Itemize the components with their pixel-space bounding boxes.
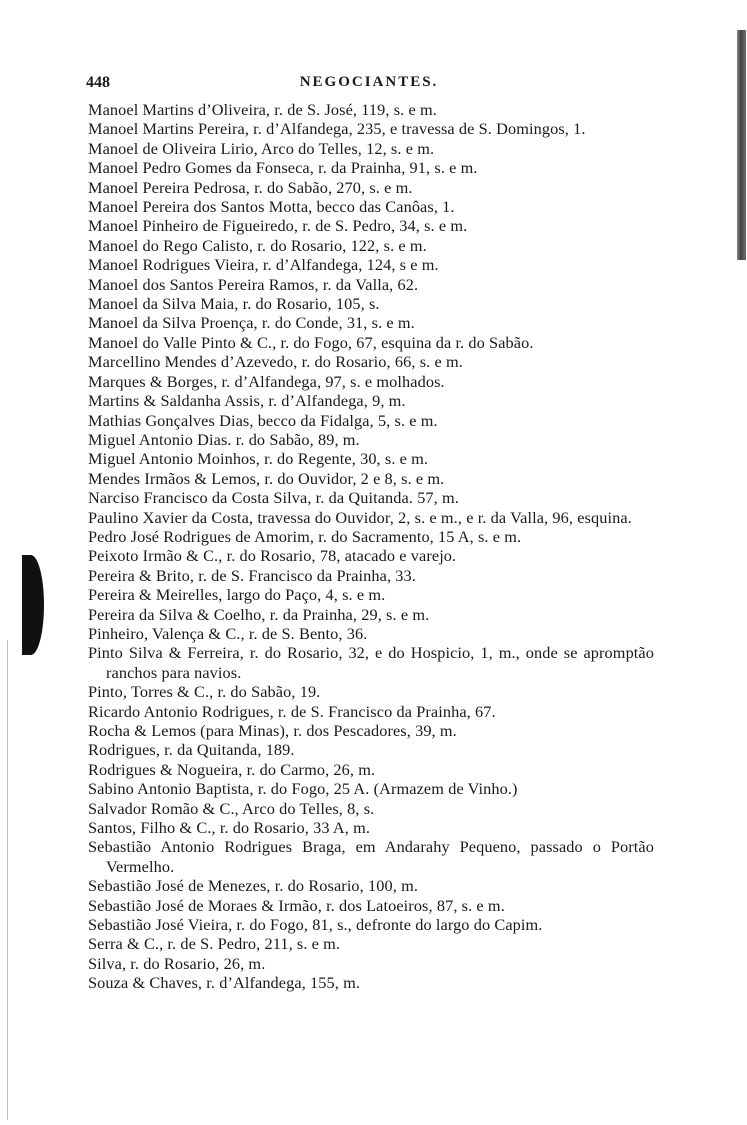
directory-entry: Sebastião José de Moraes & Irmão, r. dos Latoeiros, 87, s. e m. xyxy=(88,895,505,915)
directory-entry: Pinto, Torres & C., r. do Sabão, 19. xyxy=(88,682,321,702)
directory-entry: Pinheiro, Valença & C., r. de S. Bento, 36. xyxy=(88,623,368,643)
directory-entry: Marques & Borges, r. d’Alfandega, 97, s. e molhados. xyxy=(88,371,445,391)
page-edge-shadow xyxy=(737,30,746,260)
directory-entry: Santos, Filho & C., r. do Rosario, 33 A, m. xyxy=(88,818,371,838)
directory-entry: Serra & C., r. de S. Pedro, 211, s. e m. xyxy=(88,934,341,954)
directory-entry: Sebastião José Vieira, r. do Fogo, 81, s., defronte do largo do Capim. xyxy=(88,915,543,935)
directory-entry: Rodrigues & Nogueira, r. do Carmo, 26, m. xyxy=(88,759,376,779)
directory-entry: Manoel Pedro Gomes da Fonseca, r. da Prainha, 91, s. e m. xyxy=(88,158,478,178)
directory-entry: Manoel Pereira dos Santos Motta, becco das Canôas, 1. xyxy=(88,197,455,217)
directory-entry: Pereira & Meirelles, largo do Paço, 4, s. e m. xyxy=(88,585,386,605)
directory-entry: Manoel de Oliveira Lirio, Arco do Telles, 12, s. e m. xyxy=(88,138,435,158)
directory-entry: Manoel da Silva Proença, r. do Conde, 31, s. e m. xyxy=(88,313,415,333)
directory-entry: Pinto Silva & Ferreira, r. do Rosario, 32, e do Hospicio, 1, m., onde se apromptão ranchos para navios. xyxy=(88,643,654,682)
directory-entry: Miguel Antonio Moinhos, r. do Regente, 30, s. e m. xyxy=(88,449,429,469)
directory-entry: Sabino Antonio Baptista, r. do Fogo, 25 A. (Armazem de Vinho.) xyxy=(88,779,518,799)
directory-entry: Ricardo Antonio Rodrigues, r. de S. Francisco da Prainha, 67. xyxy=(88,701,496,721)
directory-entry: Narciso Francisco da Costa Silva, r. da Quitanda. 57, m. xyxy=(88,488,459,508)
directory-entry: Manoel dos Santos Pereira Ramos, r. da Valla, 62. xyxy=(88,274,419,294)
directory-entry: Pereira da Silva & Coelho, r. da Prainha, 29, s. e m. xyxy=(88,604,430,624)
directory-entry: Martins & Saldanha Assis, r. d’Alfandega, 9, m. xyxy=(88,391,406,411)
directory-entry: Marcellino Mendes d’Azevedo, r. do Rosario, 66, s. e m. xyxy=(88,352,463,372)
directory-entry: Paulino Xavier da Costa, travessa do Ouvidor, 2, s. e m., e r. da Valla, 96, esquina. xyxy=(88,507,632,527)
directory-entry: Peixoto Irmão & C., r. do Rosario, 78, atacado e varejo. xyxy=(88,546,457,566)
directory-entry: Rodrigues, r. da Quitanda, 189. xyxy=(88,740,295,760)
directory-entry: Mendes Irmãos & Lemos, r. do Ouvidor, 2 e 8, s. e m. xyxy=(88,468,445,488)
directory-entry: Manoel Martins Pereira, r. d’Alfandega, 235, e travessa de S. Domingos, 1. xyxy=(88,119,586,139)
directory-entry: Pedro José Rodrigues de Amorim, r. do Sacramento, 15 A, s. e m. xyxy=(88,526,522,546)
directory-entry: Sebastião Antonio Rodrigues Braga, em Andarahy Pequeno, passado o Portão Vermelho. xyxy=(88,837,654,876)
directory-entry: Manoel Rodrigues Vieira, r. d’Alfandega, 124, s e m. xyxy=(88,255,439,275)
directory-entry: Manoel da Silva Maia, r. do Rosario, 105, s. xyxy=(88,294,380,314)
directory-entry: Rocha & Lemos (para Minas), r. dos Pescadores, 39, m. xyxy=(88,721,457,740)
directory-list xyxy=(88,100,654,993)
page-title: NEGOCIANTES. xyxy=(299,74,439,90)
binding-hole-shadow xyxy=(22,555,44,655)
directory-entry: Manoel Martins d’Oliveira, r. de S. José, 119, s. e m. xyxy=(88,100,437,119)
directory-entry: Manoel do Rego Calisto, r. do Rosario, 122, s. e m. xyxy=(88,235,427,255)
directory-entry: Salvador Romão & C., Arco do Telles, 8, s. xyxy=(88,798,375,818)
directory-entry: Silva, r. do Rosario, 26, m. xyxy=(88,953,266,973)
directory-entry: Manoel do Valle Pinto & C., r. do Fogo, 67, esquina da r. do Sabão. xyxy=(88,332,534,352)
directory-entry: Mathias Gonçalves Dias, becco da Fidalga, 5, s. e m. xyxy=(88,410,438,430)
page-edge-line xyxy=(7,640,8,1120)
directory-entry: Miguel Antonio Dias. r. do Sabão, 89, m. xyxy=(88,429,360,449)
directory-entry: Sebastião José de Menezes, r. do Rosario, 100, m. xyxy=(88,876,419,896)
page-header xyxy=(86,74,652,96)
directory-entry: Manoel Pinheiro de Figueiredo, r. de S. Pedro, 34, s. e m. xyxy=(88,216,468,236)
page-number: 448 xyxy=(86,74,110,91)
directory-entry: Manoel Pereira Pedrosa, r. do Sabão, 270, s. e m. xyxy=(88,177,413,197)
directory-entry: Pereira & Brito, r. de S. Francisco da Prainha, 33. xyxy=(88,565,416,585)
directory-entry: Souza & Chaves, r. d’Alfandega, 155, m. xyxy=(88,973,361,993)
